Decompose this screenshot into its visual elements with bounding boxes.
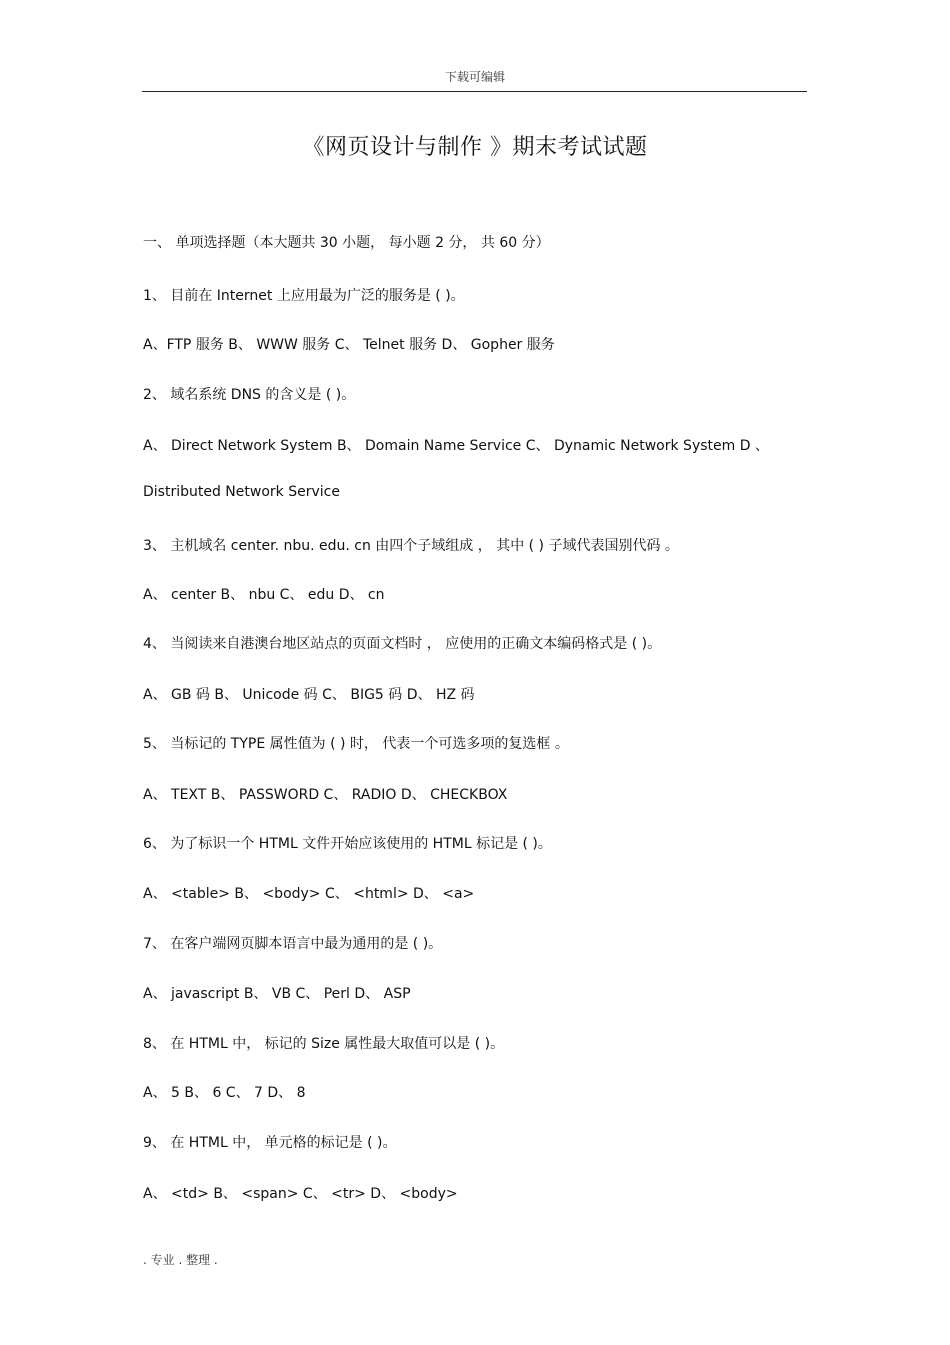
question-2-options-continued: Distributed Network Service	[143, 484, 340, 500]
question-2: 2、 域名系统 DNS 的含义是 ( )。	[143, 387, 356, 403]
question-6-options: A、 <table> B、 <body> C、 <html> D、 <a>	[143, 886, 475, 902]
header-text: 下载可编辑	[444, 70, 505, 84]
page-footer: . 专业 . 整理 .	[143, 1253, 218, 1267]
question-5: 5、 当标记的 TYPE 属性值为 ( ) 时， 代表一个可选多项的复选框 。	[143, 736, 569, 752]
question-7: 7、 在客户端网页脚本语言中最为通用的是 ( )。	[143, 936, 443, 952]
question-7-options: A、 javascript B、 VB C、 Perl D、 ASP	[143, 986, 411, 1002]
section-heading: 一、 单项选择题（本大题共 30 小题， 每小题 2 分， 共 60 分）	[143, 235, 550, 251]
question-4: 4、 当阅读来自港澳台地区站点的页面文档时 ， 应使用的正确文本编码格式是 ( )。	[143, 636, 662, 652]
question-9: 9、 在 HTML 中， 单元格的标记是 ( )。	[143, 1135, 397, 1151]
question-1-options: A、FTP 服务 B、 WWW 服务 C、 Telnet 服务 D、 Gopher 服务	[143, 337, 555, 353]
document-title: 《网页设计与制作 》期末考试试题	[302, 135, 648, 160]
question-5-options: A、 TEXT B、 PASSWORD C、 RADIO D、 CHECKBOX	[143, 787, 508, 803]
question-8-options: A、 5 B、 6 C、 7 D、 8	[143, 1085, 306, 1101]
question-8: 8、 在 HTML 中， 标记的 Size 属性最大取值可以是 ( )。	[143, 1036, 505, 1052]
question-3: 3、 主机域名 center. nbu. edu. cn 由四个子域组成 ， 其中 ( ) 子域代表国别代码 。	[143, 538, 679, 554]
question-2-options: A、 Direct Network System B、 Domain Name Service C、 Dynamic Network System D 、	[143, 438, 769, 454]
question-3-options: A、 center B、 nbu C、 edu D、 cn	[143, 587, 385, 603]
question-6: 6、 为了标识一个 HTML 文件开始应该使用的 HTML 标记是 ( )。	[143, 836, 552, 852]
question-1: 1、 目前在 Internet 上应用最为广泛的服务是 ( )。	[143, 288, 465, 304]
question-4-options: A、 GB 码 B、 Unicode 码 C、 BIG5 码 D、 HZ 码	[143, 687, 475, 703]
header-divider	[142, 91, 807, 92]
question-9-options: A、 <td> B、 <span> C、 <tr> D、 <body>	[143, 1186, 458, 1202]
